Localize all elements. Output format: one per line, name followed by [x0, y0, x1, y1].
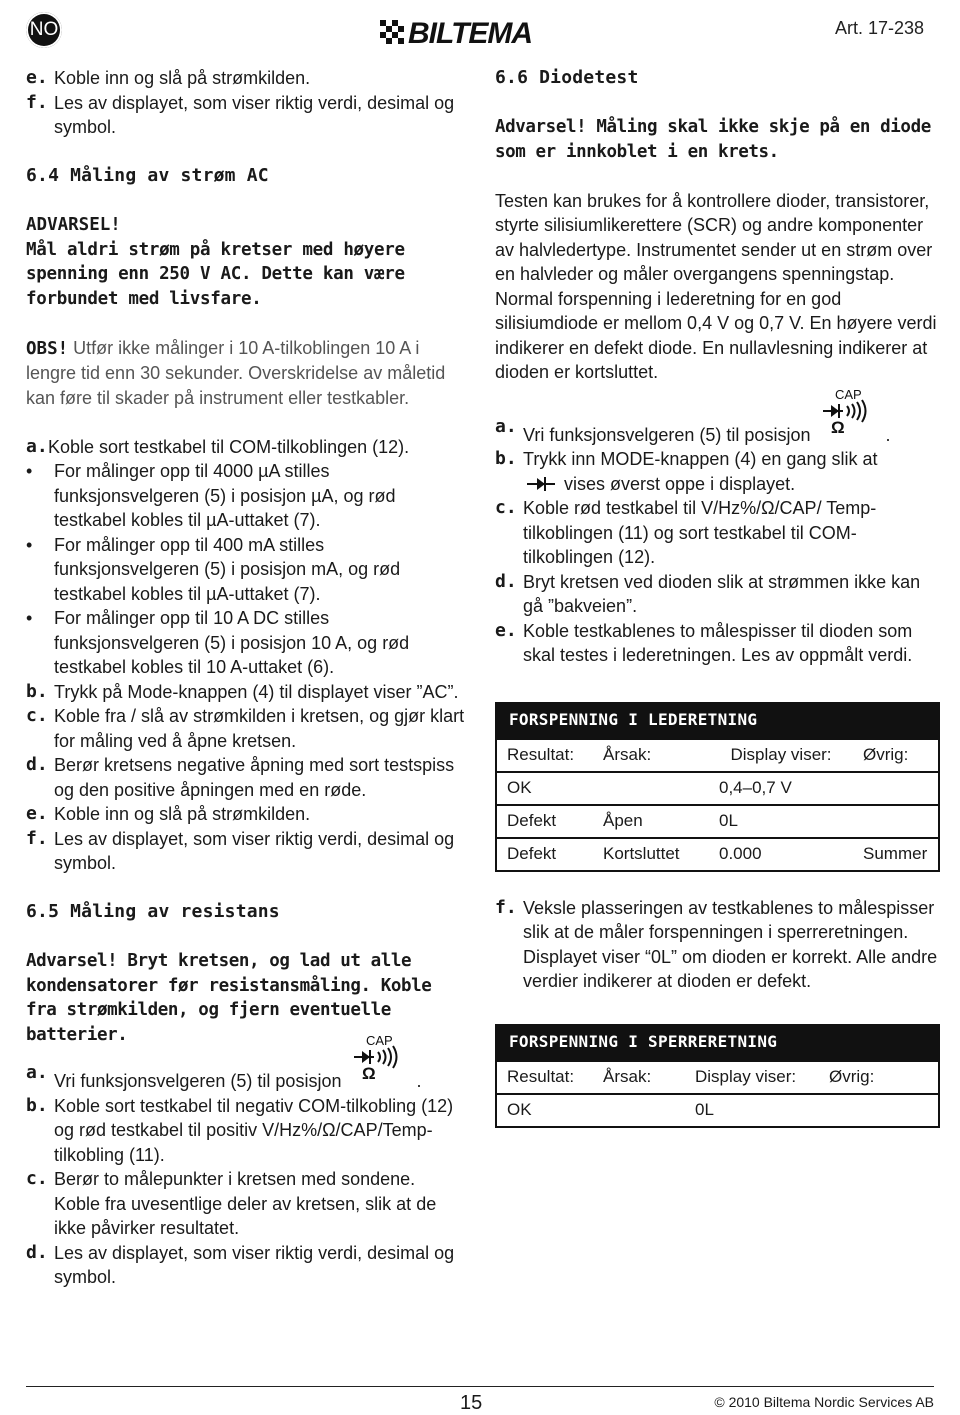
- cap-label: CAP: [835, 388, 863, 402]
- forward-bias-table: [495, 702, 940, 872]
- table-header-row: Resultat: Årsak: Display viser: Øvrig:: [496, 1061, 939, 1094]
- page-header: [0, 0, 960, 60]
- warning-text: Mål aldri strøm på kretser med høyere spenning enn 250 V AC. Dette kan være forbundet med livsfare.: [26, 239, 405, 309]
- list-item: d. Les av displayet, som viser riktig verdi, desimal og symbol.: [26, 1241, 455, 1287]
- warning-text: Advarsel! Bryt kretsen, og lad ut alle kondensatorer før resistansmåling. Koble fra strømkilden, og fjern eventuelle batterier.: [26, 951, 432, 1045]
- list-item: d. Berør kretsens negative åpning med sort testspiss og den positive åpningen med en røde.: [26, 754, 455, 800]
- article-number: Art. 17-238: [834, 18, 924, 38]
- table-title: FORSPENNING I LEDERETNING: [496, 703, 939, 739]
- list-item: f. Les av displayet, som viser riktig verdi, desimal og symbol.: [26, 827, 455, 873]
- table-header-row: Resultat: Årsak: Display viser: Øvrig:: [496, 739, 939, 772]
- reverse-bias-table: [495, 1024, 940, 1128]
- list-item: a. Vri funksjonsvelgeren (5) til posisjon CAP Ω .: [26, 1035, 422, 1091]
- cap-label: CAP: [366, 1035, 394, 1048]
- table-title: FORSPENNING I SPERRERETNING: [496, 1025, 939, 1061]
- list-item: e. Koble inn og slå på strømkilden.: [26, 803, 311, 824]
- language-badge: NO: [26, 12, 62, 48]
- list-item: f. Les av displayet, som viser riktig verdi, desimal og symbol.: [26, 91, 455, 137]
- warning-title: ADVARSEL!: [26, 215, 121, 235]
- svg-text:BILTEMA: BILTEMA: [408, 17, 533, 46]
- table-row: Defekt Åpen 0L: [496, 805, 939, 838]
- list-item: b. Koble sort testkabel til negativ COM-tilkobling (12) og rød testkabel til positiv V/Hz%/Ω/CAP/Temp-tilkobling (11).: [26, 1094, 454, 1165]
- list-item: b. Trykk inn MODE-knappen (4) en gang slik at vises øverst oppe i displayet.: [495, 448, 878, 494]
- bullet-item: • For målinger opp til 400 mA stilles funksjonsvelgeren (5) i posisjon mA, og rød testkabel kobles til µA-uttaket (7).: [26, 534, 401, 604]
- list-item: f. Veksle plasseringen av testkablenes to målespisser slik at de måler forspenningen i sperreretningen. Displayet viser “0L” om dioden er korrekt. Alle andre verdier indikerer at dioden er defekt.: [495, 896, 938, 991]
- list-item: d. Bryt kretsen ved dioden slik at strømmen ikke kan gå ”bakveien”.: [495, 570, 921, 616]
- ohm-symbol: Ω: [831, 417, 846, 433]
- warning-text: Advarsel! Måling skal ikke skje på en diode som er innkoblet i en krets.: [495, 117, 931, 162]
- intro-paragraph: Testen kan brukes for å kontrollere dioder, transistorer, styrte silisiumlikerettere (SCR) og andre komponenter av halvledertype. Instrumentet sender ut en strøm over en halvleder og måler overgangens spenningstap. Normal forspenning i lederetning for en god silisiumdiode er mellom 0,4 V og 0,7 V. En høyere verdi indikerer en defekt diode. En nullavlesning indikerer at dioden er kortsluttet.: [495, 190, 937, 382]
- list-item: e. Koble inn og slå på strømkilden.: [26, 67, 311, 88]
- ohm-symbol: Ω: [362, 1064, 377, 1079]
- section-heading-6-4: 6.4 Måling av strøm AC: [26, 165, 269, 186]
- page-number: 15: [460, 1392, 483, 1414]
- table-row: OK 0,4–0,7 V: [496, 772, 939, 805]
- diode-icon: [523, 476, 559, 492]
- bullet-item: • For målinger opp til 10 A DC stilles funksjonsvelgeren (5) i posisjon 10 A, og rød testkabel kobles til 10 A-uttaket (6).: [26, 608, 410, 677]
- list-item: a. Koble sort testkabel til COM-tilkoblingen (12).: [26, 435, 410, 457]
- table-row: Defekt Kortsluttet 0.000 Summer: [496, 838, 939, 871]
- left-column: [26, 66, 466, 1290]
- list-item: c. Berør to målepunkter i kretsen med sondene. Koble fra uvesentlige deler av kretsen, slik at de ikke påvirker resultatet.: [26, 1168, 437, 1238]
- table-row: OK 0L: [496, 1094, 939, 1127]
- copyright-notice: © 2010 Biltema Nordic Services AB: [714, 1394, 934, 1410]
- diode-cap-ohm-icon: [815, 388, 885, 445]
- diode-cap-ohm-icon: [346, 1035, 416, 1091]
- obs-note: OBS! Utfør ikke målinger i 10 A-tilkoblingen 10 A i lengre tid enn 30 sekunder. Overskridelse av måletid kan føre til skader på instrument eller testkabler.: [26, 337, 446, 408]
- biltema-logo: [380, 16, 580, 46]
- list-item: a. Vri funksjonsvelgeren (5) til posisjon CAP Ω .: [495, 388, 891, 445]
- right-column: [495, 66, 940, 1128]
- section-heading-6-6: 6.6 Diodetest: [495, 67, 639, 88]
- list-item: c. Koble fra / slå av strømkilden i kretsen, og gjør klart for måling ved å åpne kretsen.: [26, 705, 465, 751]
- bullet-item: • For målinger opp til 4000 µA stilles funksjonsvelgeren (5) i posisjon µA, og rød testkabel kobles til µA-uttaket (7).: [26, 461, 396, 530]
- list-item: c. Koble rød testkabel til V/Hz%/Ω/CAP/ Temp-tilkoblingen (11) og sort testkabel til COM-tilkoblingen (12).: [495, 497, 877, 567]
- list-item: b. Trykk på Mode-knappen (4) til displayet viser ”AC”.: [26, 680, 459, 702]
- list-item: e. Koble testkablenes to målespisser til dioden som skal testes i lederetningen. Les av oppmålt verdi.: [495, 619, 913, 665]
- footer-divider: [26, 1386, 934, 1387]
- section-heading-6-5: 6.5 Måling av resistans: [26, 901, 280, 922]
